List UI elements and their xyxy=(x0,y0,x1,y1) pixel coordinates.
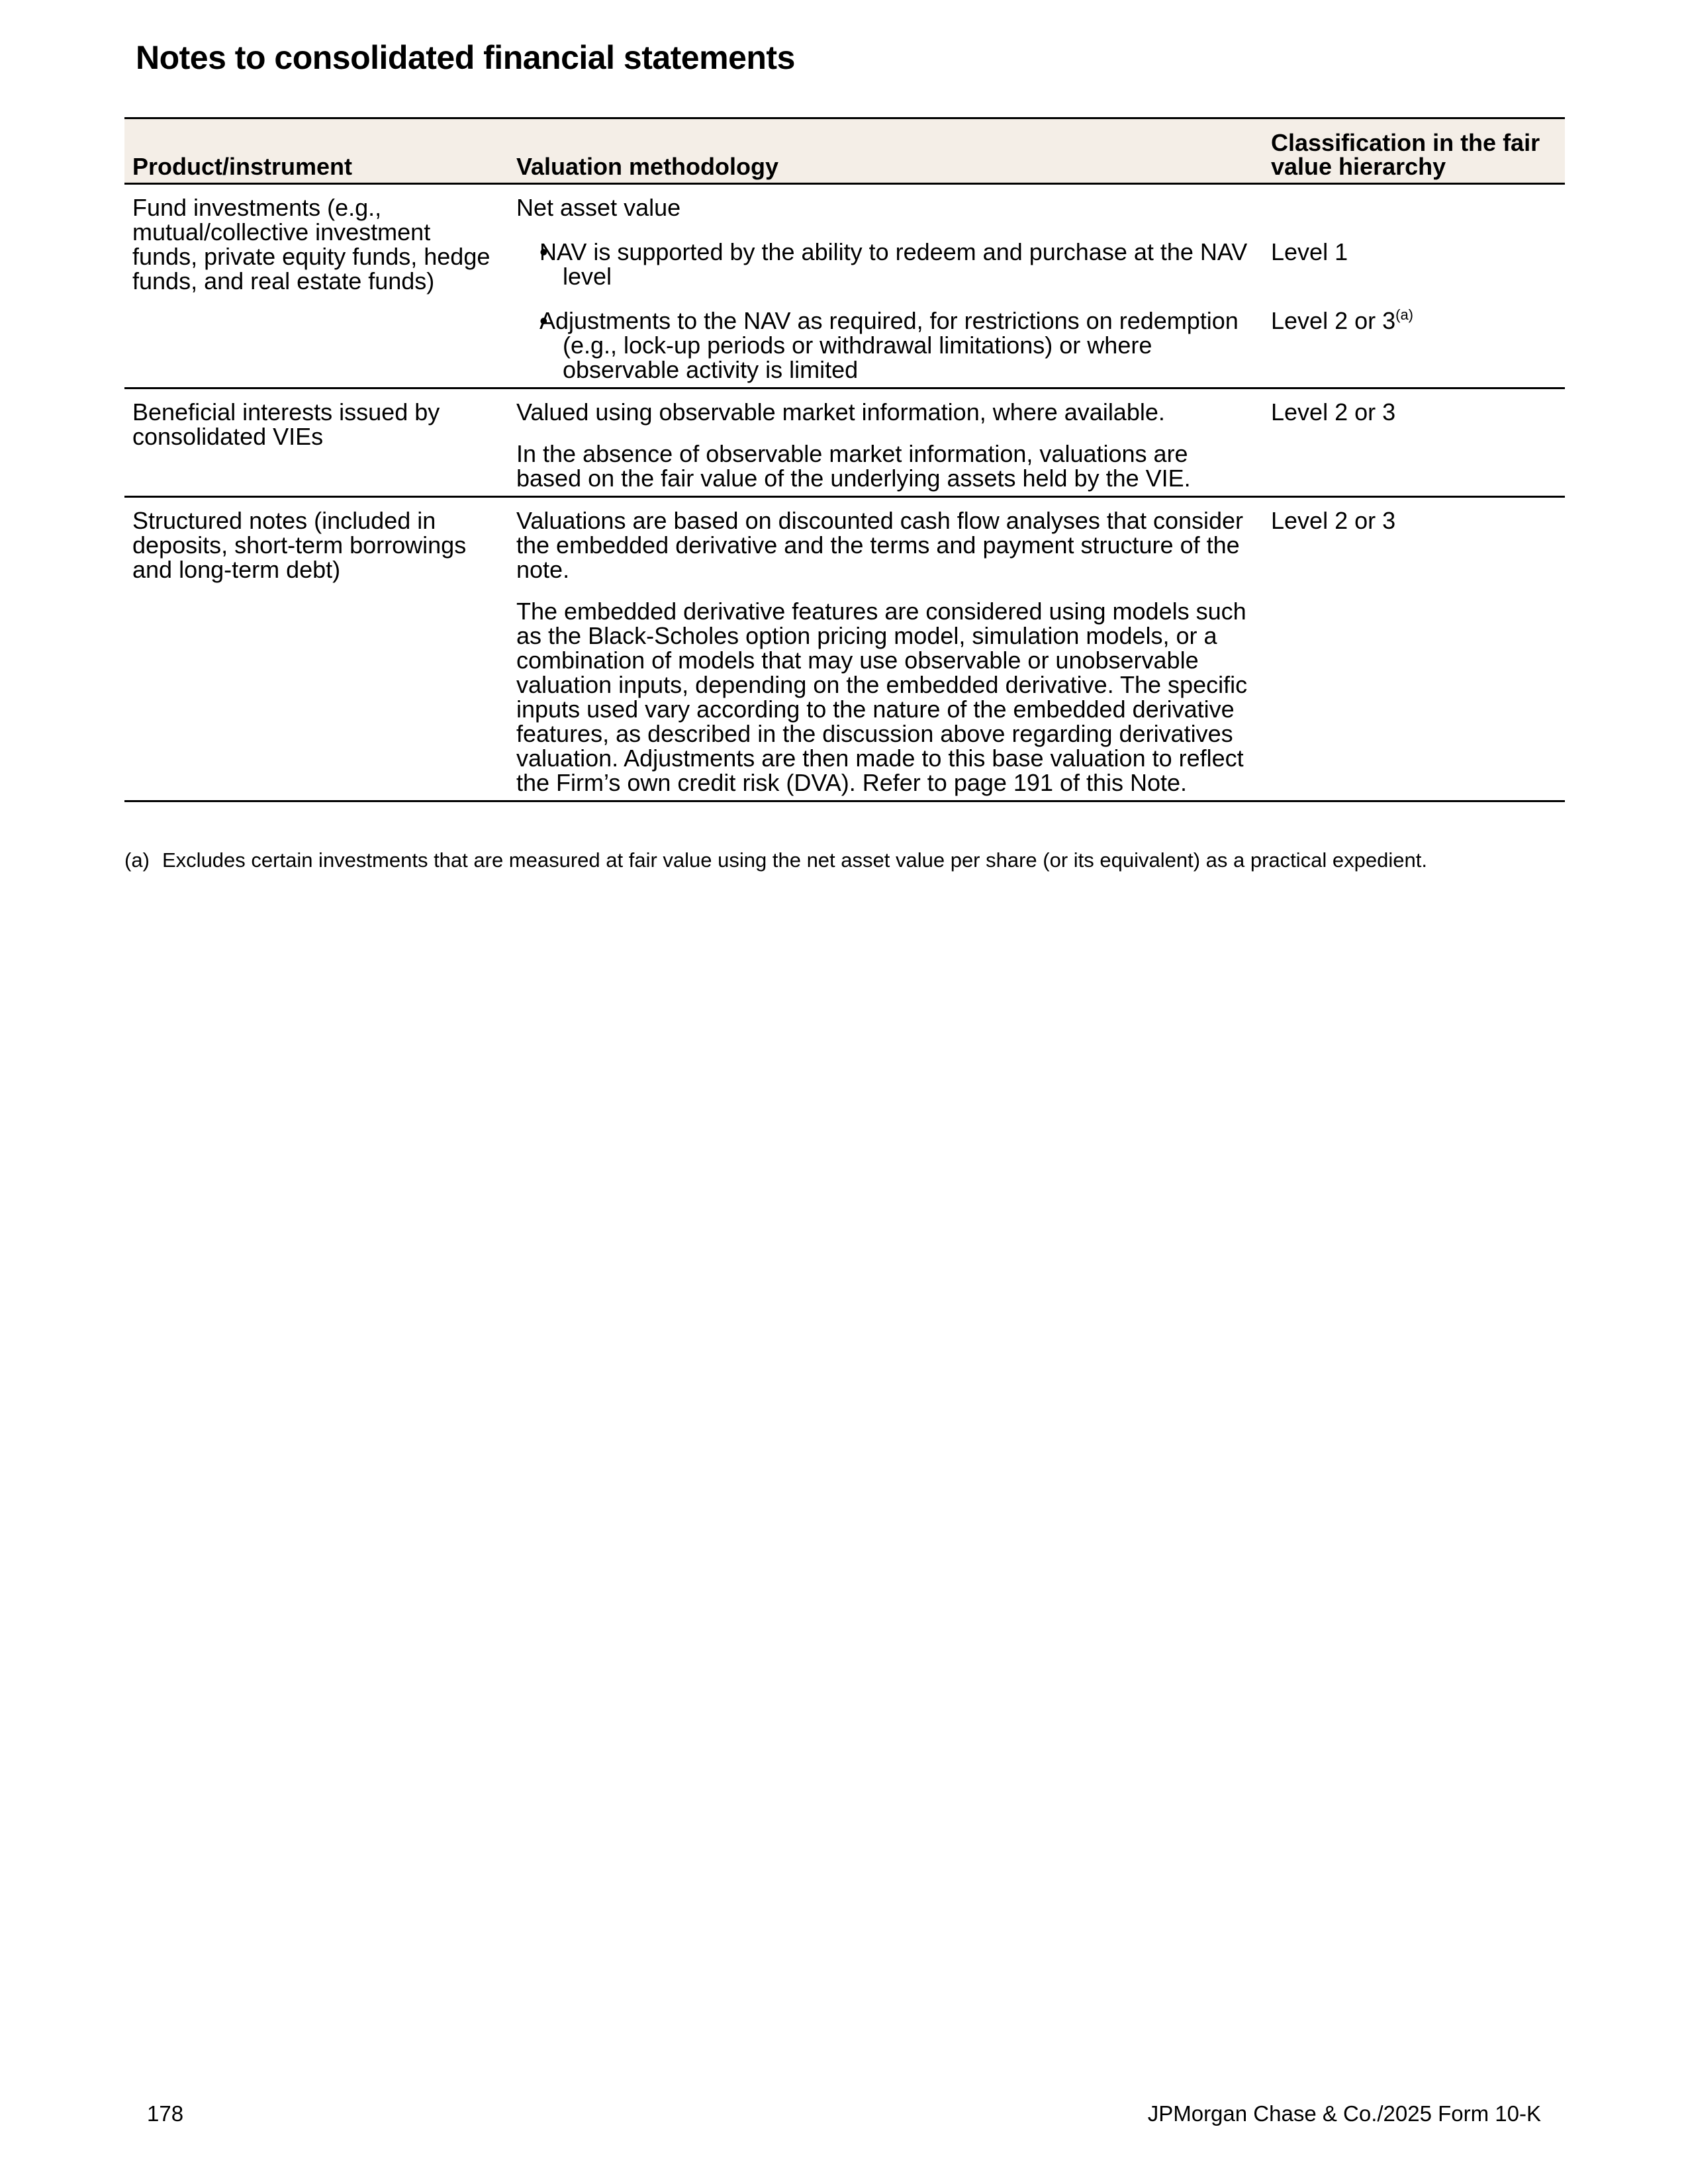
page-number: 178 xyxy=(147,2101,184,2126)
methodology-cell xyxy=(508,388,1263,497)
valuation-methodology-table xyxy=(124,117,1565,802)
product-cell: Fund investments (e.g., mutual/collective investment funds, private equity funds, hedge funds, and real estate funds) xyxy=(124,184,508,388)
table-header-row xyxy=(124,118,1565,184)
column-header-classification: Classification in the fair value hierarchy xyxy=(1263,118,1565,184)
footnote xyxy=(124,848,1581,872)
methodology-paragraph: In the absence of observable market information, valuations are based on the fair value of the underlying assets held by the VIE. xyxy=(516,440,1191,492)
classification-cell xyxy=(1263,184,1565,388)
product-cell: Structured notes (included in deposits, short-term borrowings and long-term debt) xyxy=(124,497,508,801)
page-title: Notes to consolidated financial statements xyxy=(136,39,795,76)
table-row-structured-notes xyxy=(124,497,1565,801)
methodology-bullet: • NAV is supported by the ability to redeem and purchase at the NAV level xyxy=(516,240,1255,289)
methodology-bullet: • Adjustments to the NAV as required, for restrictions on redemption (e.g., lock-up periods or withdrawal limitations) or where observable activity is limited xyxy=(516,308,1255,382)
classification-level-2-or-3: Level 2 or 3$^{(a)}$ xyxy=(1271,306,1414,334)
methodology-cell xyxy=(508,497,1263,801)
table-row-beneficial-interests xyxy=(124,388,1565,497)
footnote-marker: (a) xyxy=(124,848,150,872)
product-cell: Beneficial interests issued by consolidated VIEs xyxy=(124,388,508,497)
methodology-bullet-list xyxy=(516,240,1255,382)
classification-cell: Level 2 or 3 xyxy=(1263,388,1565,497)
methodology-paragraph: Valuations are based on discounted cash flow analyses that consider the embedded derivative and the terms and payment structure of the note. xyxy=(516,507,1244,583)
methodology-cell xyxy=(508,184,1263,388)
footnote-reference: (a) xyxy=(1395,306,1414,323)
table-row-fund-investments xyxy=(124,184,1565,388)
classification-level-1: Level 1 xyxy=(1271,238,1348,265)
document-source: JPMorgan Chase & Co./2025 Form 10-K xyxy=(1147,2101,1541,2126)
footnote-text: Excludes certain investments that are measured at fair value using the net asset value per share (or its equivalent) as a practical expedient. xyxy=(162,848,1427,872)
column-header-product: Product/instrument xyxy=(124,118,508,184)
methodology-paragraph: Valued using observable market information, where available. xyxy=(516,398,1165,426)
column-header-methodology: Valuation methodology xyxy=(508,118,1263,184)
methodology-paragraph: The embedded derivative features are considered using models such as the Black-Scholes option pricing model, simulation models, or a combination of models that may use observable or unobservable valuation inputs, depending on the embedded derivative. The specific inputs used vary according to the nature of the embedded derivative features, as described in the discussion above regarding derivatives valuation. Adjustments are then made to this base valuation to reflect the Firm’s own credit risk (DVA). Refer to page 191 of this Note. xyxy=(516,598,1248,796)
methodology-intro: Net asset value xyxy=(516,194,681,221)
classification-cell: Level 2 or 3 xyxy=(1263,497,1565,801)
